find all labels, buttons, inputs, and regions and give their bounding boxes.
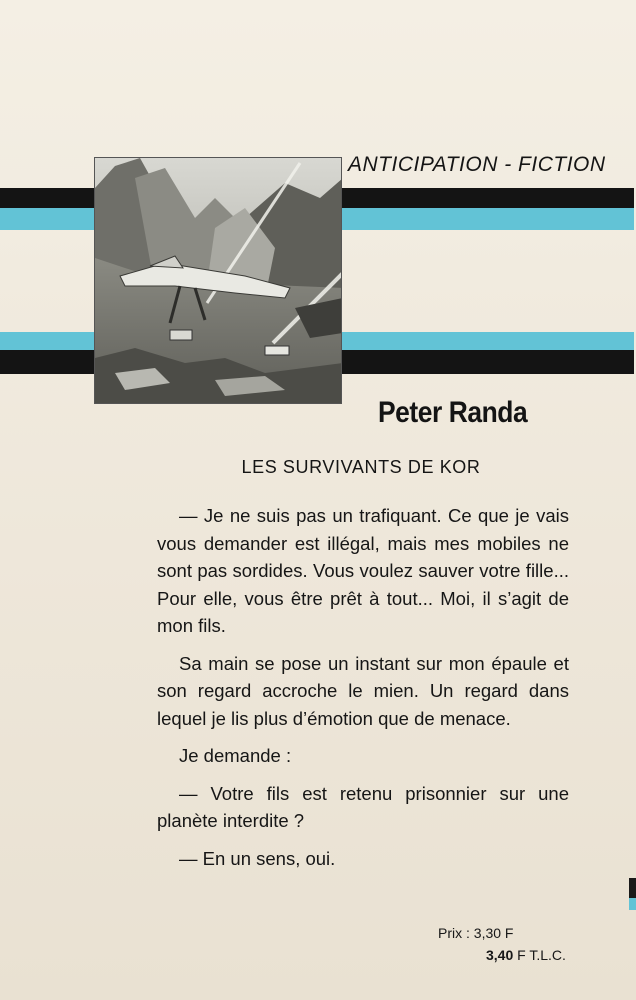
blurb-paragraph: Sa main se pose un instant sur mon épaule et son regard accroche le mien. Un regard dans lequel je lis plus d’émotion que de menace. <box>157 652 569 729</box>
blurb <box>157 502 569 882</box>
cover-illustration <box>94 157 342 404</box>
blurb-paragraph: Je demande : <box>179 745 292 766</box>
price-tlc-amount: 3,40 <box>486 947 514 963</box>
price-block <box>438 922 608 966</box>
author-name: Peter Randa <box>378 396 528 429</box>
edge-mark-cyan <box>629 898 636 910</box>
price-label: Prix : 3,30 F <box>438 925 514 941</box>
price-tlc-suffix: F T.L.C. <box>517 947 566 963</box>
blurb-paragraph: — Votre fils est retenu prisonnier sur une planète interdite ? <box>157 782 569 831</box>
illustration-image <box>95 158 342 404</box>
series-name: ANTICIPATION - FICTION <box>348 153 606 176</box>
price-tlc <box>438 944 608 966</box>
book-title <box>0 457 636 478</box>
blurb-paragraph: — En un sens, oui. <box>179 847 336 869</box>
blurb-paragraph: — Je ne suis pas un trafiquant. Ce que je vais vous demander est illégal, mais mes mobiles ne sont pas sordides. Vous voulez sauver votre fille... Pour elle, vous être prêt à tout... Moi, il s’agit de mon fils. <box>157 505 569 636</box>
book-title-text: LES SURVIVANTS DE KOR <box>241 457 481 477</box>
